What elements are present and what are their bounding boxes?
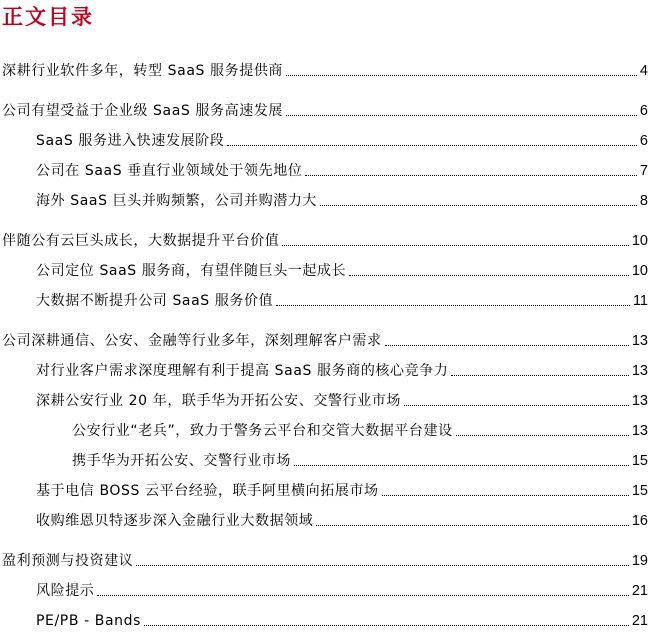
- toc-entry[interactable]: [72, 418, 648, 440]
- toc-entry-text: 公司在 SaaS 垂直行业领域处于领先地位: [36, 163, 303, 179]
- toc-entry-text: 收购维恩贝特逐步深入金融行业大数据领域: [36, 513, 314, 529]
- toc-page-number: 15: [631, 453, 648, 469]
- toc-entry[interactable]: [36, 508, 648, 530]
- toc-page-number: 19: [631, 553, 648, 569]
- toc-page-number: 13: [631, 423, 648, 439]
- toc-entry[interactable]: [36, 188, 648, 210]
- toc-entry-text: 伴随公有云巨头成长，大数据提升平台价值: [2, 233, 280, 249]
- toc-page-number: 13: [631, 363, 648, 379]
- toc-entry[interactable]: [36, 358, 648, 380]
- toc-entry-text: 深耕公安行业 20 年，联手华为开拓公安、交警行业市场: [36, 393, 401, 409]
- toc-entry[interactable]: [36, 388, 648, 410]
- dot-leader: [286, 74, 637, 76]
- toc-page-number: 10: [631, 233, 648, 249]
- toc-page-number: 15: [631, 483, 648, 499]
- toc-entry[interactable]: [36, 608, 648, 630]
- toc-page-number: 8: [639, 193, 648, 209]
- dot-leader: [227, 144, 637, 146]
- toc-entry-text: 携手华为开拓公安、交警行业市场: [72, 453, 291, 469]
- toc-page-number: 16: [631, 513, 648, 529]
- dot-leader: [382, 494, 629, 496]
- dot-leader: [456, 434, 629, 436]
- toc-entry-text: 公司有望受益于企业级 SaaS 服务高速发展: [2, 103, 284, 119]
- toc-entry-text: 深耕行业软件多年，转型 SaaS 服务提供商: [2, 63, 284, 79]
- dot-leader: [276, 304, 630, 306]
- toc-entry-text: 基于电信 BOSS 云平台经验，联手阿里横向拓展市场: [36, 483, 379, 499]
- dot-leader: [286, 114, 637, 116]
- toc-page-number: 4: [639, 63, 648, 79]
- toc-entry-text: 大数据不断提升公司 SaaS 服务价值: [36, 293, 274, 309]
- toc-entry-text: 公司定位 SaaS 服务商，有望伴随巨头一起成长: [36, 263, 347, 279]
- toc-entry[interactable]: [2, 228, 648, 250]
- dot-leader: [282, 244, 628, 246]
- toc-page-number: 13: [631, 393, 648, 409]
- toc-page-number: 11: [632, 293, 648, 309]
- dot-leader: [451, 374, 628, 376]
- toc-page-number: 21: [631, 583, 648, 599]
- toc-entry[interactable]: [36, 128, 648, 150]
- toc-entry[interactable]: [36, 288, 648, 310]
- dot-leader: [320, 204, 637, 206]
- toc-entry[interactable]: [2, 548, 648, 570]
- dot-leader: [144, 624, 629, 626]
- toc-entry[interactable]: [2, 58, 648, 80]
- dot-leader: [349, 274, 629, 276]
- page-title: 正文目录: [2, 4, 94, 29]
- toc-entry[interactable]: [2, 328, 648, 350]
- toc-page-number: 6: [639, 133, 648, 149]
- toc-entry-text: 公安行业“老兵”，致力于警务云平台和交管大数据平台建设: [72, 423, 453, 439]
- toc-page-number: 13: [631, 333, 648, 349]
- toc-page-number: 6: [639, 103, 648, 119]
- dot-leader: [305, 174, 636, 176]
- toc-page-number: 21: [631, 613, 648, 629]
- dot-leader: [385, 344, 629, 346]
- toc-entry-text: SaaS 服务进入快速发展阶段: [36, 133, 225, 149]
- toc-entry-text: 海外 SaaS 巨头并购频繁，公司并购潜力大: [36, 193, 318, 209]
- toc-entry[interactable]: [36, 258, 648, 280]
- toc-entry[interactable]: [2, 98, 648, 120]
- dot-leader: [136, 564, 628, 566]
- toc-entry[interactable]: [36, 578, 648, 600]
- toc-entry[interactable]: [36, 158, 648, 180]
- toc-entry-text: PE/PB - Bands: [36, 613, 142, 629]
- dot-leader: [97, 594, 628, 596]
- toc-entry-text: 对行业客户需求深度理解有利于提高 SaaS 服务商的核心竞争力: [36, 363, 449, 379]
- dot-leader: [316, 524, 628, 526]
- toc-entry[interactable]: [72, 448, 648, 470]
- toc-entry[interactable]: [36, 478, 648, 500]
- dot-leader: [294, 464, 629, 466]
- toc-entry-text: 风险提示: [36, 583, 95, 599]
- dot-leader: [404, 404, 629, 406]
- toc-page-number: 10: [631, 263, 648, 279]
- toc-page-number: 7: [639, 163, 648, 179]
- toc-entry-text: 公司深耕通信、公安、金融等行业多年，深刻理解客户需求: [2, 333, 382, 349]
- toc-entry-text: 盈利预测与投资建议: [2, 553, 134, 569]
